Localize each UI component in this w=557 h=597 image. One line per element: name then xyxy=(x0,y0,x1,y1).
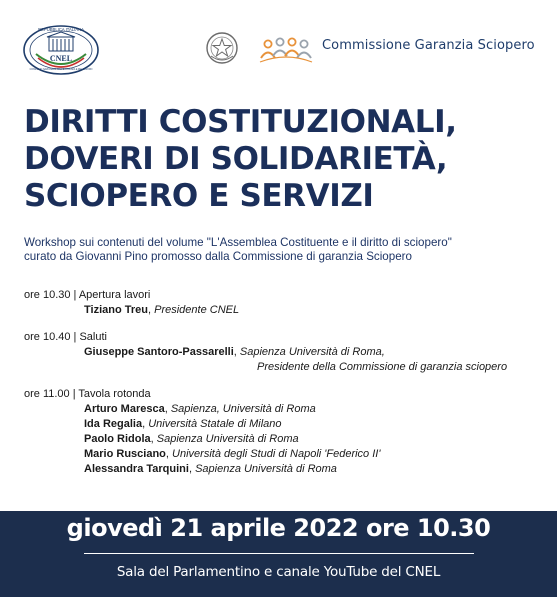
event-venue: Sala del Parlamentino e canale YouTube del CNEL xyxy=(116,564,441,580)
people-circles-logo-icon xyxy=(258,34,314,64)
subtitle xyxy=(24,236,544,264)
speaker-role: Sapienza Università di Roma xyxy=(156,433,299,445)
speaker-role: Sapienza Università di Roma xyxy=(195,463,337,475)
speaker-role: Università Statale di Milano xyxy=(148,418,282,430)
speaker: Paolo Ridola, Sapienza Università di Roma xyxy=(84,433,299,445)
speaker-role: Presidente CNEL xyxy=(154,304,240,316)
program-session xyxy=(24,288,544,318)
title-line: DOVERI DI SOLIDARIETÀ, xyxy=(24,141,448,177)
speaker: Alessandra Tarquini, Sapienza Università di Roma xyxy=(84,463,337,475)
cnel-logo-icon xyxy=(22,24,100,76)
header xyxy=(0,0,557,90)
speaker-role: Università degli Studi di Napoli 'Federico II' xyxy=(172,448,381,460)
speaker-name: Mario Rusciano xyxy=(84,448,166,460)
subtitle-line: curato da Giovanni Pino promosso dalla Commissione di garanzia Sciopero xyxy=(24,250,412,263)
session-time: ore 10.30 | Apertura lavori xyxy=(24,289,151,301)
program-session xyxy=(24,387,544,477)
subtitle-line: Workshop sui contenuti del volume "L'Assemblea Costituente e il diritto di sciopero" xyxy=(24,236,452,249)
title-line: DIRITTI COSTITUZIONALI, xyxy=(24,104,457,140)
speaker-name: Giuseppe Santoro-Passarelli xyxy=(84,346,234,358)
session-time: ore 11.00 | Tavola rotonda xyxy=(24,388,151,400)
commission-name: Commissione Garanzia Sciopero xyxy=(322,38,535,53)
speaker: Mario Rusciano, Università degli Studi di Napoli 'Federico II' xyxy=(84,448,381,460)
speaker: Ida Regalia, Università Statale di Milano xyxy=(84,418,282,430)
cnel-logo-center-text: CNEL xyxy=(49,54,73,63)
footer-divider xyxy=(84,553,474,554)
session-time: ore 10.40 | Saluti xyxy=(24,331,107,343)
event-date: giovedì 21 aprile 2022 ore 10.30 xyxy=(66,514,491,542)
speaker-name: Alessandra Tarquini xyxy=(84,463,189,475)
title-line: SCIOPERO E SERVIZI xyxy=(24,178,374,214)
speaker-name: Ida Regalia xyxy=(84,418,143,430)
speaker: Tiziano Treu, Presidente CNEL xyxy=(84,304,240,316)
speaker-name: Arturo Maresca xyxy=(84,403,165,415)
program-session xyxy=(24,330,544,375)
speaker: Arturo Maresca, Sapienza, Università di Roma xyxy=(84,403,316,415)
italian-republic-emblem-icon xyxy=(204,30,240,66)
speaker-role: Sapienza Università di Roma, xyxy=(239,346,385,358)
program xyxy=(24,288,544,489)
speaker: Giuseppe Santoro-Passarelli, Sapienza Università di Roma, Presidente della Commissione di garanzia sciopero xyxy=(24,345,544,375)
cnel-logo-bottom-text: CONSIGLIO NAZIONALE DELL'ECONOMIA E DEL LAVORO xyxy=(29,69,93,71)
page-title xyxy=(24,104,544,215)
speaker-name: Tiziano Treu xyxy=(84,304,148,316)
speaker-role: Sapienza, Università di Roma xyxy=(170,403,316,415)
speaker-role-line2: Presidente della Commissione di garanzia sciopero xyxy=(257,361,508,373)
cnel-logo-top-text: REPUBBLICA ITALIANA xyxy=(38,27,84,32)
speaker-name: Paolo Ridola xyxy=(84,433,151,445)
